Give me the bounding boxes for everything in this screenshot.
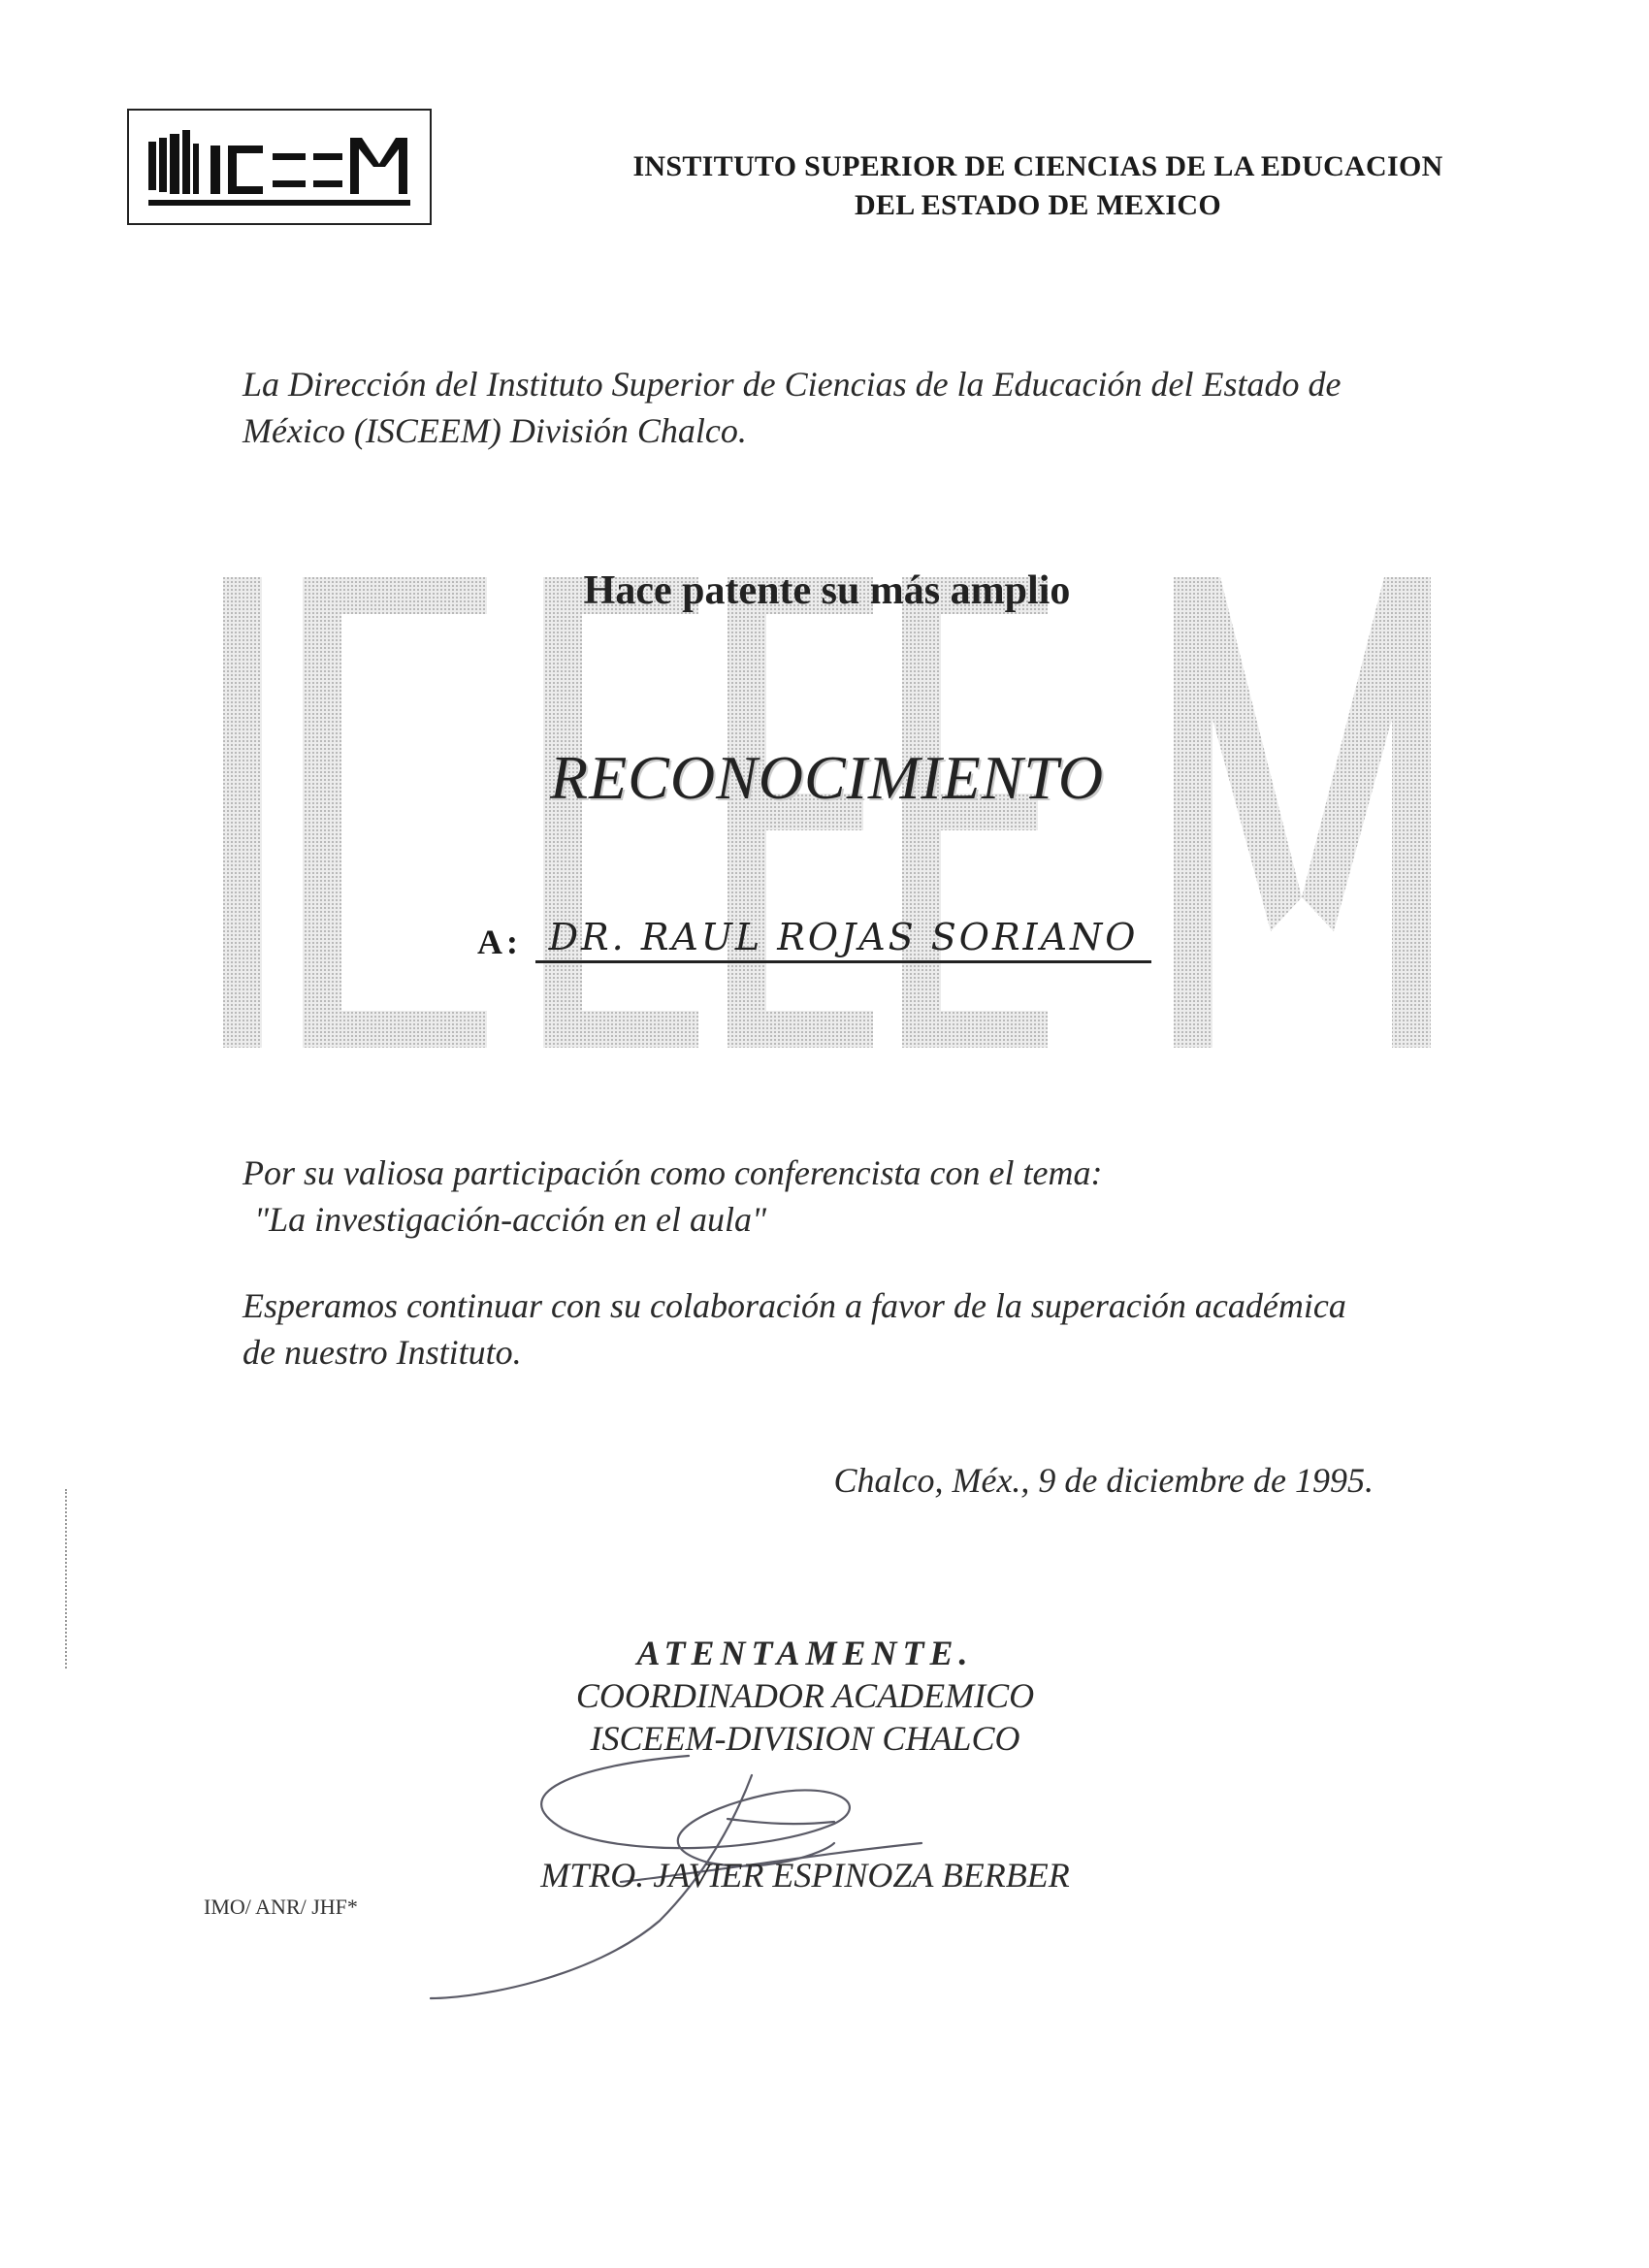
recipient-name: DR. RAUL ROJAS SORIANO <box>535 916 1151 963</box>
signer-name: MTRO. JAVIER ESPINOZA BERBER <box>540 1856 1070 1895</box>
certificate-pretitle: Hace patente su más amplio <box>583 568 1071 613</box>
collaboration-text-line1: Esperamos continuar con su colaboración a favor de la superación académica <box>242 1286 1346 1325</box>
logo <box>127 109 432 225</box>
recipient-label: A: <box>477 923 522 961</box>
intro-line2: México (ISCEEM) División Chalco. <box>242 411 747 450</box>
collaboration-text-line2: de nuestro Instituto. <box>242 1333 522 1372</box>
closing-atentamente: ATENTAMENTE. <box>636 1634 974 1672</box>
signer-division: ISCEEM-DIVISION CHALCO <box>590 1719 1020 1758</box>
place-and-date: Chalco, Méx., 9 de diciembre de 1995. <box>833 1461 1374 1500</box>
lecture-topic: "La investigación-acción en el aula" <box>254 1200 767 1239</box>
institution-name-line1: INSTITUTO SUPERIOR DE CIENCIAS DE LA EDUCACION <box>632 150 1443 182</box>
isceem-logo-mark <box>148 124 414 211</box>
participation-text: Por su valiosa participación como conferencista con el tema: <box>242 1153 1103 1192</box>
margin-dotted-line <box>65 1489 69 1669</box>
intro-line1: La Dirección del Instituto Superior de Ciencias de la Educación del Estado de <box>242 365 1342 404</box>
certificate-title: RECONOCIMIENTO <box>549 743 1105 812</box>
reference-initials: IMO/ ANR/ JHF* <box>204 1895 358 1919</box>
intro-paragraph <box>242 361 1436 454</box>
signer-role: COORDINADOR ACADEMICO <box>575 1676 1035 1715</box>
institution-name-line2: DEL ESTADO DE MEXICO <box>854 189 1221 221</box>
